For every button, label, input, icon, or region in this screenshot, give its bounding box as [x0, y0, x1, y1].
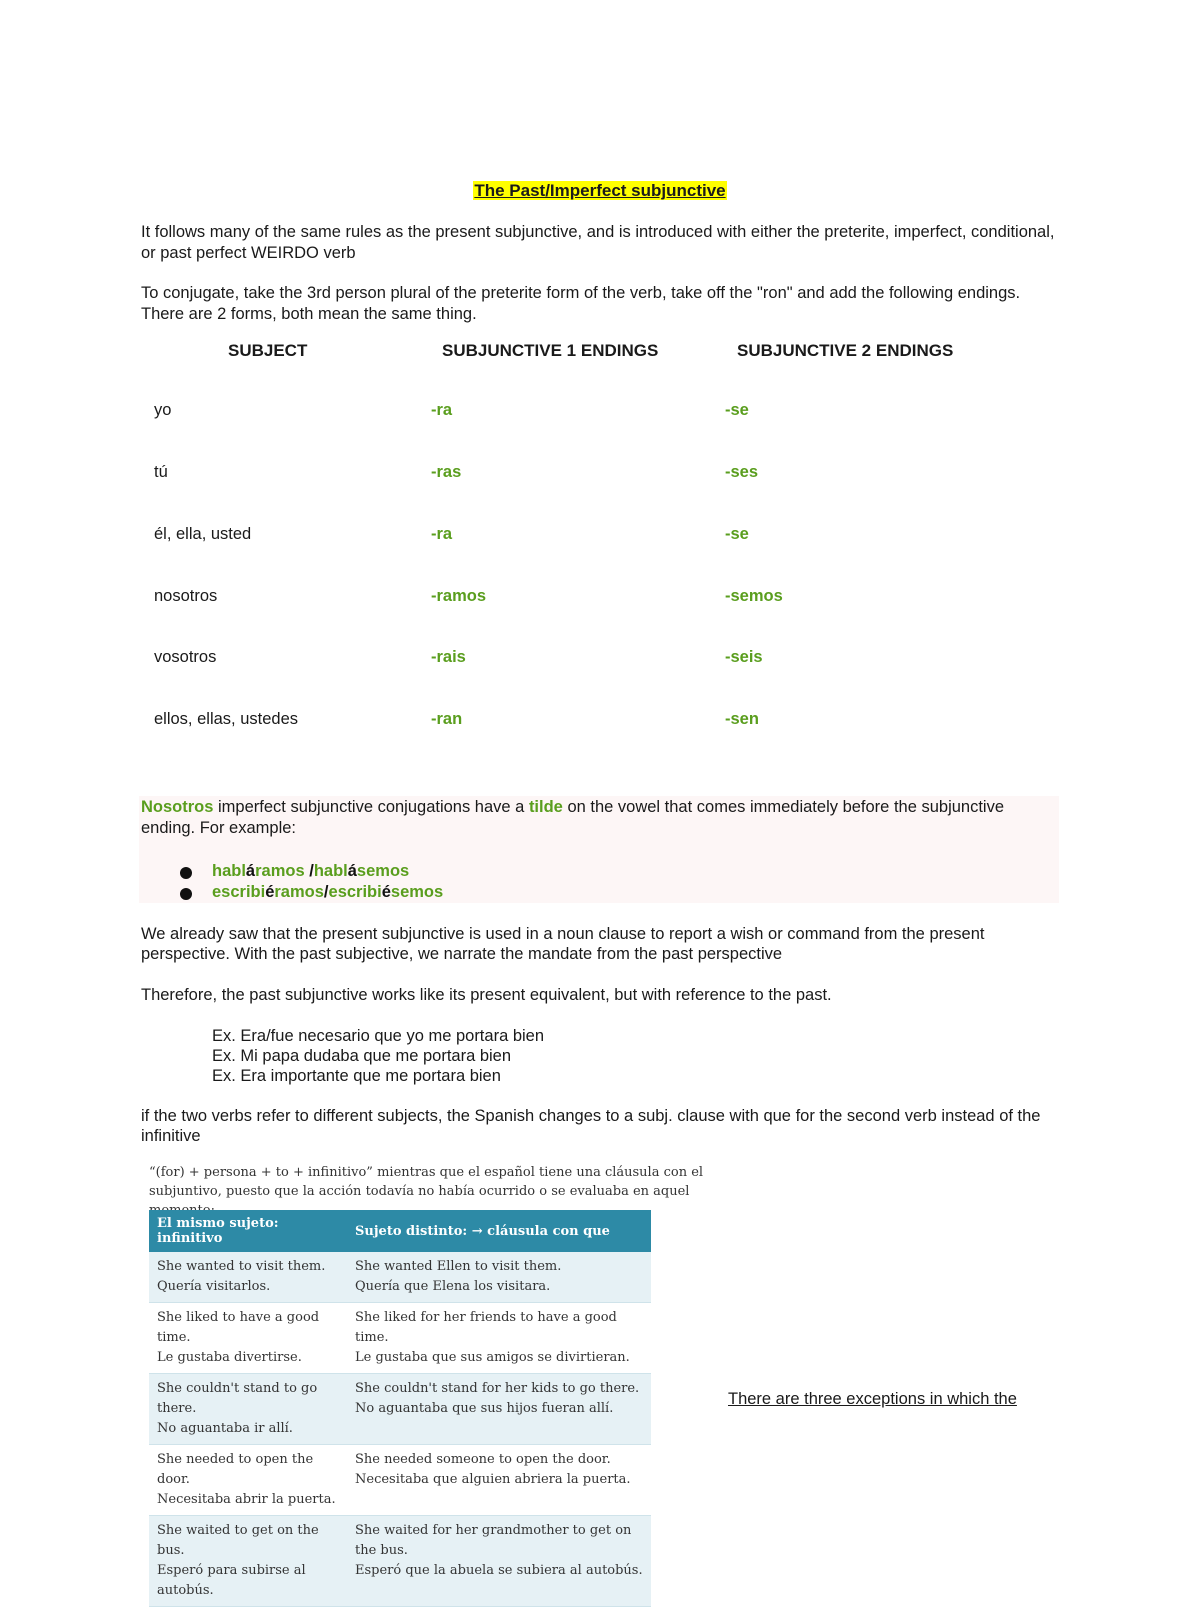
row-ending-2: -se	[725, 401, 749, 419]
row-subject: yo	[154, 401, 172, 419]
example-bullet: habláramos /hablásemos	[212, 862, 410, 880]
row-ending-1: -rais	[431, 648, 466, 666]
row-ending-1: -ramos	[431, 587, 487, 605]
row-subject: él, ella, usted	[154, 525, 252, 543]
paragraph-present-vs-past: We already saw that the present subjunctive is used in a noun clause to report a wish or command from the present perspective. With the past subjective, we narrate the mandate from the past perspective	[141, 925, 985, 963]
table-row: She liked to have a good time. Le gustaba divertirse. She liked for her friends to have a good time. Le gustaba que sus amigos se divirtieran.	[149, 1303, 651, 1374]
example-bullet: escribiéramos/escribiésemos	[212, 883, 444, 901]
nosotros-note: Nosotros imperfect subjunctive conjugations have a tilde on the vowel that comes immediately before the subjunctive ending. For example:	[141, 798, 1005, 837]
row-ending-2: -sen	[725, 710, 759, 728]
example-line: Ex. Mi papa dudaba que me portara bien	[212, 1047, 512, 1065]
tilde-word: tilde	[528, 798, 563, 816]
exceptions-note: There are three exceptions in which the	[728, 1390, 1017, 1408]
table-header: El mismo sujeto: infinitivo	[149, 1210, 347, 1252]
table-row: She wanted to visit them. Quería visitarlos. She wanted Ellen to visit them. Quería que Elena los visitara.	[149, 1252, 651, 1303]
row-subject: nosotros	[154, 587, 218, 605]
table-header: Sujeto distinto: → cláusula con que	[347, 1210, 651, 1252]
row-ending-2: -seis	[725, 648, 763, 666]
header-subjunctive-1: SUBJUNCTIVE 1 ENDINGS	[442, 341, 659, 360]
intro-paragraph: It follows many of the same rules as the present subjunctive, and is introduced with either the preterite, imperfect, conditional, or past perfect WEIRDO verb	[141, 223, 1055, 262]
table-row: She couldn't stand to go there. No aguantaba ir allí. She couldn't stand for her kids to go there. No aguantaba que sus hijos fueran allí.	[149, 1374, 651, 1445]
page-title: The Past/Imperfect subjunctive	[474, 181, 726, 200]
row-ending-1: -ra	[431, 525, 453, 543]
row-subject: vosotros	[154, 648, 217, 666]
textbook-excerpt	[146, 1163, 716, 1598]
header-subject: SUBJECT	[228, 341, 308, 360]
paragraph-different-subjects: if the two verbs refer to different subjects, the Spanish changes to a subj. clause with que for the second verb instead of the infinitive	[141, 1107, 1041, 1145]
row-subject: ellos, ellas, ustedes	[154, 710, 298, 728]
bullet-icon	[180, 867, 192, 879]
excerpt-intro: “(for) + persona + to + infinitivo” mientras que el español tiene una cláusula con el subjuntivo, puesto que la acción todavía no había ocurrido o se evaluaba en aquel	[149, 1165, 704, 1199]
example-line: Ex. Era importante que me portara bien	[212, 1067, 501, 1085]
row-ending-2: -ses	[725, 463, 759, 481]
row-ending-1: -ra	[431, 401, 453, 419]
bullet-icon	[180, 888, 192, 900]
row-ending-2: -se	[725, 525, 749, 543]
comparison-table	[149, 1210, 651, 1607]
row-ending-1: -ran	[431, 710, 463, 728]
row-ending-1: -ras	[431, 463, 462, 481]
nosotros-word: Nosotros	[141, 798, 214, 816]
table-row: She needed to open the door. Necesitaba abrir la puerta. She needed someone to open the door. Necesitaba que alguien abriera la puerta.	[149, 1445, 651, 1516]
conjugation-paragraph: To conjugate, take the 3rd person plural of the preterite form of the verb, take off the "ron" and add the following endings. There are 2 forms, both mean the same thing.	[141, 284, 1021, 323]
header-subjunctive-2: SUBJUNCTIVE 2 ENDINGS	[737, 341, 954, 360]
row-subject: tú	[154, 463, 168, 481]
example-line: Ex. Era/fue necesario que yo me portara bien	[212, 1027, 545, 1045]
paragraph-therefore: Therefore, the past subjunctive works like its present equivalent, but with reference to the past.	[141, 986, 832, 1004]
table-row: She waited to get on the bus. Esperó para subirse al autobús. She waited for her grandmother to get on the bus. Esperó que la abuela se subiera al autobús.	[149, 1516, 651, 1607]
row-ending-2: -semos	[725, 587, 783, 605]
